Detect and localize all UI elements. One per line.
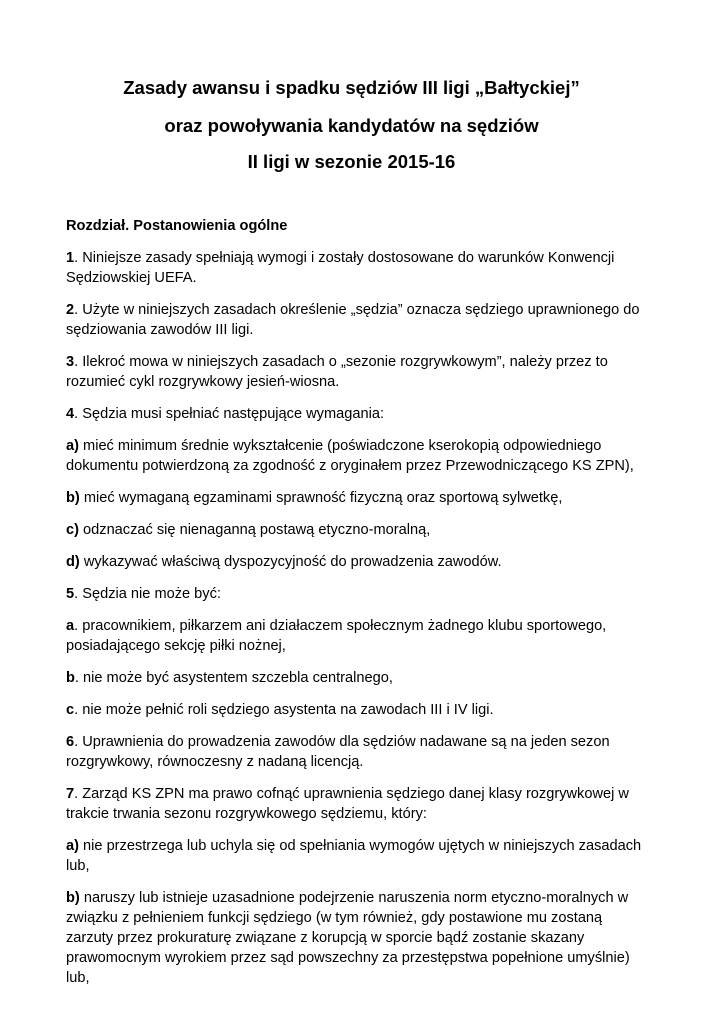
paragraph-number: 5 [66,586,75,602]
list-item-marker: d) [66,554,80,570]
list-item-text: nie przestrzega lub uchyla się od spełniania wymogów ujętych w niniejszych zasadach lub, [66,838,642,874]
list-item-7a [66,836,646,876]
list-item-marker: c) [66,522,79,538]
paragraph-3 [66,352,646,392]
paragraph-5 [66,584,646,604]
paragraph-number: 4 [66,406,75,422]
list-item-5b [66,668,646,688]
list-item-text: odznaczać się nienaganną postawą etyczno-moralną, [78,522,431,538]
list-item-4a [66,436,646,476]
paragraph-1 [66,248,646,288]
paragraph-7 [66,784,646,824]
document-title-line-1: Zasady awansu i spadku sędziów III ligi „Bałtyckiej” [123,77,580,98]
list-item-text: naruszy lub istnieje uzasadnione podejrzenie naruszenia norm etyczno-moralnych w związku z pełnieniem funkcji sędziego (w tym również, gdy postawione mu zostaną zarzuty przez prokuraturę związane z korupcją w sporcie bądź zostanie skazany prawomocnym wyrokiem przez sąd powszechny za przestępstwa popełnione umyślnie) lub, [66,890,630,986]
list-item-marker: b [66,670,75,686]
list-item-marker: a) [66,838,79,854]
paragraph-text: . Sędzia nie może być: [74,586,221,602]
section-heading: Rozdział. Postanowienia ogólne [66,218,288,234]
paragraph-number: 3 [66,354,75,370]
paragraph-4 [66,404,646,424]
list-item-marker: b) [66,490,80,506]
paragraph-text: . Uprawnienia do prowadzenia zawodów dla sędziów nadawane są na jeden sezon rozgrywkowy, równoczesny z nadaną licencją. [66,734,610,770]
list-item-marker: c [66,702,75,718]
document-title-line-2: oraz powoływania kandydatów na sędziów [164,115,539,136]
list-item-text: wykazywać właściwą dyspozycyjność do prowadzenia zawodów. [79,554,502,570]
list-item-5a [66,616,646,656]
list-item-7b [66,888,646,988]
list-item-marker: a [66,618,75,634]
paragraph-text: . Niniejsze zasady spełniają wymogi i zostały dostosowane do warunków Konwencji Sędziowskiej UEFA. [66,250,615,286]
list-item-4c [66,520,646,540]
list-item-text: mieć minimum średnie wykształcenie (poświadczone kserokopią odpowiedniego dokumentu potwierdzoną za zgodność z oryginałem przez Przewodniczącego KS ZPN), [66,438,634,474]
paragraph-number: 7 [66,786,75,802]
list-item-text: . pracownikiem, piłkarzem ani działaczem społecznym żadnego klubu sportowego, posiadającego sekcję piłki nożnej, [66,618,607,654]
document-title-line-3: II ligi w sezonie 2015-16 [247,151,456,172]
paragraph-number: 1 [66,250,75,266]
paragraph-text: . Zarząd KS ZPN ma prawo cofnąć uprawnienia sędziego danej klasy rozgrywkowej w trakcie trwania sezonu rozgrywkowego sędziemu, który: [66,786,629,822]
list-item-4b [66,488,646,508]
paragraph-2 [66,300,646,340]
list-item-5c [66,700,646,720]
list-item-text: mieć wymaganą egzaminami sprawność fizyczną oraz sportową sylwetkę, [79,490,563,506]
paragraph-number: 2 [66,302,75,318]
list-item-text: . nie może być asystentem szczebla centralnego, [74,670,393,686]
paragraph-text: . Ilekroć mowa w niniejszych zasadach o „sezonie rozgrywkowym”, należy przez to rozumieć cykl rozgrywkowy jesień-wiosna. [66,354,608,390]
list-item-text: . nie może pełnić roli sędziego asystenta na zawodach III i IV ligi. [74,702,494,718]
list-item-4d [66,552,646,572]
list-item-marker: b) [66,890,80,906]
paragraph-number: 6 [66,734,75,750]
paragraph-text: . Użyte w niniejszych zasadach określenie „sędzia” oznacza sędziego uprawnionego do sędziowania zawodów III ligi. [66,302,640,338]
document-body [66,216,646,1000]
paragraph-6 [66,732,646,772]
list-item-marker: a) [66,438,79,454]
paragraph-text: . Sędzia musi spełniać następujące wymagania: [74,406,385,422]
